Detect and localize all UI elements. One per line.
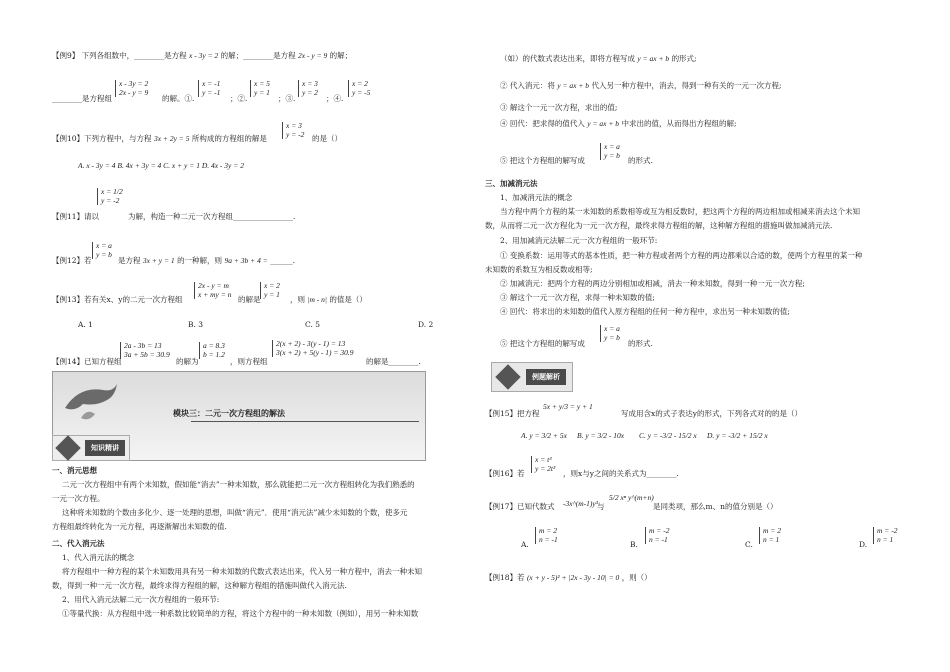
ex9-sep-4: ；④.	[326, 94, 344, 103]
diamond-icon	[495, 364, 520, 389]
ex13-option-a: A. 1	[78, 320, 93, 329]
ex11-text-a: 【例11】请以	[52, 212, 100, 221]
ex9-eq1: x - 3y = 2	[189, 51, 219, 60]
ex15-text-b: 写成用含x的式子表达y的形式，下列各式对的的是（）	[621, 409, 802, 418]
ex12-solution: x = a y = b	[92, 242, 112, 259]
banner-divider	[191, 421, 419, 422]
ex15-text-a: 【例15】把方程	[485, 409, 540, 418]
r4-text: ④ 回代：把求得的值代入	[500, 119, 585, 128]
section-3-p3: ① 变换系数：运用等式的基本性质，把一种方程或者两个方程的两边都乘以合适的数，使两个方程里的某一种	[500, 251, 863, 260]
section-3-p8: ⑤ 把这个方程组的解写成	[500, 339, 585, 348]
ex16-text-a: 【例16】若	[485, 469, 525, 478]
ex9-sep-3: ；③.	[278, 94, 296, 103]
r1-text: （如）的代数式表达出来，即将方程写成	[500, 54, 635, 63]
module-title: 模块三：二元一次方程组的解法	[173, 408, 285, 418]
r1-eq: y = ax + b	[637, 54, 670, 63]
section-1-p2: 一元一次方程。	[52, 494, 105, 503]
section-3-p8b: 的形式.	[628, 339, 653, 348]
r2-eq: y = ax + b	[557, 81, 590, 90]
ex17-text-a: 【例17】已知代数式	[485, 502, 555, 511]
ex13-eq: |m - n|	[307, 295, 327, 304]
ex17-option-b: m = -2 n = -1	[645, 527, 669, 544]
diamond-icon	[55, 435, 80, 460]
ex12-text-a: 【例12】若	[52, 256, 92, 265]
ex10-text-a: 【例10】下列方程中，与方程	[52, 134, 152, 143]
ex15-eq: 5x + y/3 = y + 1	[543, 402, 593, 411]
section-3-p2: 数，从而将二元一次方程化为一元一次方程，最终求得方程组的解，这种解方程组的措施叫做加减消元法.	[485, 221, 833, 230]
ex9-text-a: 【例9】 下列各组数中，________是方程	[52, 51, 187, 60]
ex17-label-d: D.	[859, 540, 868, 549]
ex9-option-4: x = 2 y = -5	[348, 80, 370, 97]
section-3-p7: ④ 回代：将求出的未知数的值代入原方程组的任何一种方程中，求出另一种未知数的值;	[500, 307, 790, 316]
ex9-text-d: ________是方程组	[52, 94, 112, 103]
ex10-solution: x = 3 y = -2	[282, 122, 304, 139]
ex15-option-d: D. y = -3/2 + 15/2 x	[707, 431, 768, 440]
ex13-text-d: 的值是（）	[329, 295, 367, 304]
ex17-label-a: A.	[521, 540, 529, 549]
ex10-options: A. x - 3y = 4 B. 4x + 3y = 4 C. x + y = 1 D. 4x - 3y = 2	[78, 161, 244, 170]
example-badge	[491, 362, 573, 392]
ex12-eq2: 9a + 3b + 4 =	[224, 256, 268, 265]
r1-text-b: 的形式;	[671, 54, 697, 63]
ex9-option-2: x = 5 y = 1	[250, 80, 270, 97]
section-2-p3: ①等量代换：从方程组中选一种系数比较简单的方程，将这个方程中的一种未知数（例如），用另一种未知数	[62, 609, 419, 618]
ex9-text-b: 的解；________是方程	[220, 51, 296, 60]
ex10-text-b: 所构成的方程组的解是	[191, 134, 267, 143]
section-3-title: 三、加减消元法	[485, 179, 538, 188]
ex17-option-a: m = 2 n = -1	[535, 527, 558, 544]
ex18-text-b: ，则（）	[621, 573, 652, 582]
section-2-title: 二、代入消元法	[52, 539, 105, 548]
r3-text: ③ 解这个一元一次方程，求出的值;	[500, 103, 618, 112]
ex9-text-c: 的解；	[329, 51, 353, 60]
section-3-sub1: 1、加减消元法的概念	[500, 193, 573, 202]
ex16-text-b: ，则x与y之间的关系式为________.	[563, 469, 679, 478]
ex15-option-b: B. y = 3/2 - 10x	[577, 431, 625, 440]
r5-text-b: 的形式.	[628, 156, 653, 165]
ex9-eq2: 2x - y = 9	[298, 51, 328, 60]
ex13-text-a: 【例13】若有关x、y的二元一次方程组	[52, 295, 183, 304]
ex16-system: x = t³ y = 2t³	[531, 456, 555, 473]
ex13-option-b: B. 3	[188, 320, 204, 329]
ex12-text-d: ______.	[270, 256, 296, 265]
section-2-sub2: 2、用代入消元法解二元一次方程组的一般环节:	[62, 595, 220, 604]
ex10-eq: 3x + 2y = 5	[153, 134, 190, 143]
ex9-sep-2: ；②.	[230, 94, 248, 103]
section-2-sub1: 1、代入消元法的概念	[62, 553, 135, 562]
section-3-p5: ② 加减消元：把两个方程的两边分别相加或相减，消去一种未知数，得到一种一元一次方程;	[500, 279, 805, 288]
ex17-text-c: 是同类项，那么m、n的值分别是（）	[653, 502, 778, 511]
section-3-p1: 当方程中两个方程的某一未知数的系数相等或互为相反数时，把这两个方程的两边相加或相减来消去这个未知	[500, 207, 860, 216]
section-1-title: 一、消元思想	[52, 466, 97, 475]
ex17-text-b: 与	[597, 502, 605, 511]
r2-text: ② 代入消元：将	[500, 81, 555, 90]
ex11-text-b: 为解，构造一种二元一次方程组________________.	[128, 212, 296, 221]
knowledge-tag-label: 知识精讲	[85, 440, 125, 456]
section-2-p2: 数，得到一种一元一次方程，最终求得方程组的解，这种解方程组的措施叫做代入消元法.	[52, 581, 347, 590]
ex13-option-d: D. 2	[418, 320, 434, 329]
r4-eq: y = ax + b	[587, 119, 620, 128]
dolphin-icon	[61, 378, 121, 424]
ex9-system: x - 3y = 2 2x - y = 9	[115, 80, 148, 97]
ex11-solution: x = 1/2 y = -2	[97, 188, 123, 205]
ex12-eq: 3x + y = 1	[142, 256, 175, 265]
ex9-option-1: x = -1 y = -1	[198, 80, 220, 97]
ex10-text-c: 的是（）	[312, 134, 342, 143]
ex12-text-b: 是方程	[118, 256, 141, 265]
ex9-option-3: x = 3 y = 2	[298, 80, 318, 97]
ex13-system: 2x - y = m x + my = n	[194, 282, 231, 299]
section-1-p1: 二元一次方程组中有两个未知数，假如能“消去”一种未知数，那么就能把二元一次方程组转化为我们熟悉的	[62, 480, 415, 489]
section-3-p6: ③ 解这个一元一次方程，求得一种未知数的值;	[500, 293, 655, 302]
ex17-label-c: C.	[745, 540, 753, 549]
section-3-sub2: 2、用加减消元法解二元一次方程组的一般环节:	[500, 236, 658, 245]
section-3-p4: 未知数的系数互为相反数或相等;	[485, 265, 593, 274]
r5-system: x = a y = b	[600, 143, 620, 160]
example-badge-label: 例题解析	[526, 369, 566, 385]
ex14-text-a: 【例14】已知方程组	[52, 357, 122, 366]
section-1-p4: 方程组最终转化为一元方程，再逐渐解出未知数的值.	[52, 522, 227, 531]
ex14-text-c: ，则方程组	[230, 357, 268, 366]
knowledge-tag	[52, 435, 130, 461]
ex13-option-c: C. 5	[305, 320, 321, 329]
ex15-option-c: C. y = -3/2 - 15/2 x	[639, 431, 697, 440]
ex17-eq1: -3x^(m-1)y³	[563, 499, 598, 508]
section-3-system: x = a y = b	[600, 325, 620, 342]
ex9-text-e: 的解。①.	[162, 94, 195, 103]
ex14-system: 2a - 3b = 13 3a + 5b = 30.9	[120, 342, 170, 359]
ex13-solution: x = 2 y = 1	[260, 282, 280, 299]
ex17-option-c: m = 2 n = 1	[759, 527, 781, 544]
ex14-text-b: 的解为	[176, 357, 199, 366]
ex18-eq: (x + y - 5)² + |2x - 3y - 10| = 0	[526, 573, 620, 582]
section-1-p3: 这种将未知数的个数由多化少、逐一处理的思想，叫做“消元”．使用“消元法”减少未知数的个数，使多元	[62, 508, 408, 517]
r2-text-b: 代入另一种方程中，消去，得到一种有关的一元一次方程;	[591, 81, 782, 90]
ex12-text-c: 的一种解，则	[177, 256, 223, 265]
ex15-option-a: A. y = 3/2 + 5x	[521, 431, 567, 440]
ex17-label-b: B.	[630, 540, 638, 549]
ex17-eq2: 5/2 xⁿ y^(m+n)	[609, 493, 654, 502]
ex13-text-c: ，则	[290, 295, 305, 304]
ex14-text-d: 的解是________.	[366, 357, 421, 366]
r4-text-b: 中求出的值，从而得出方程组的解;	[621, 119, 737, 128]
ex14-solution: a = 8.3 b = 1.2	[199, 342, 225, 359]
ex18-text-a: 【例18】若	[485, 573, 525, 582]
r5-text: ⑤ 把这个方程组的解写成	[500, 156, 585, 165]
section-2-p1: 将方程组中一种方程的某个未知数用具有另一种未知数的代数式表达出来，代入另一种方程中，消去一种未知	[62, 567, 422, 576]
ex17-option-d: m = -2 n = 1	[873, 527, 897, 544]
ex13-text-b: 的解是	[238, 295, 261, 304]
ex14-system-2: 2(x + 2) - 3(y - 1) = 13 3(x + 2) + 5(y - 1) = 30.9	[272, 340, 353, 357]
